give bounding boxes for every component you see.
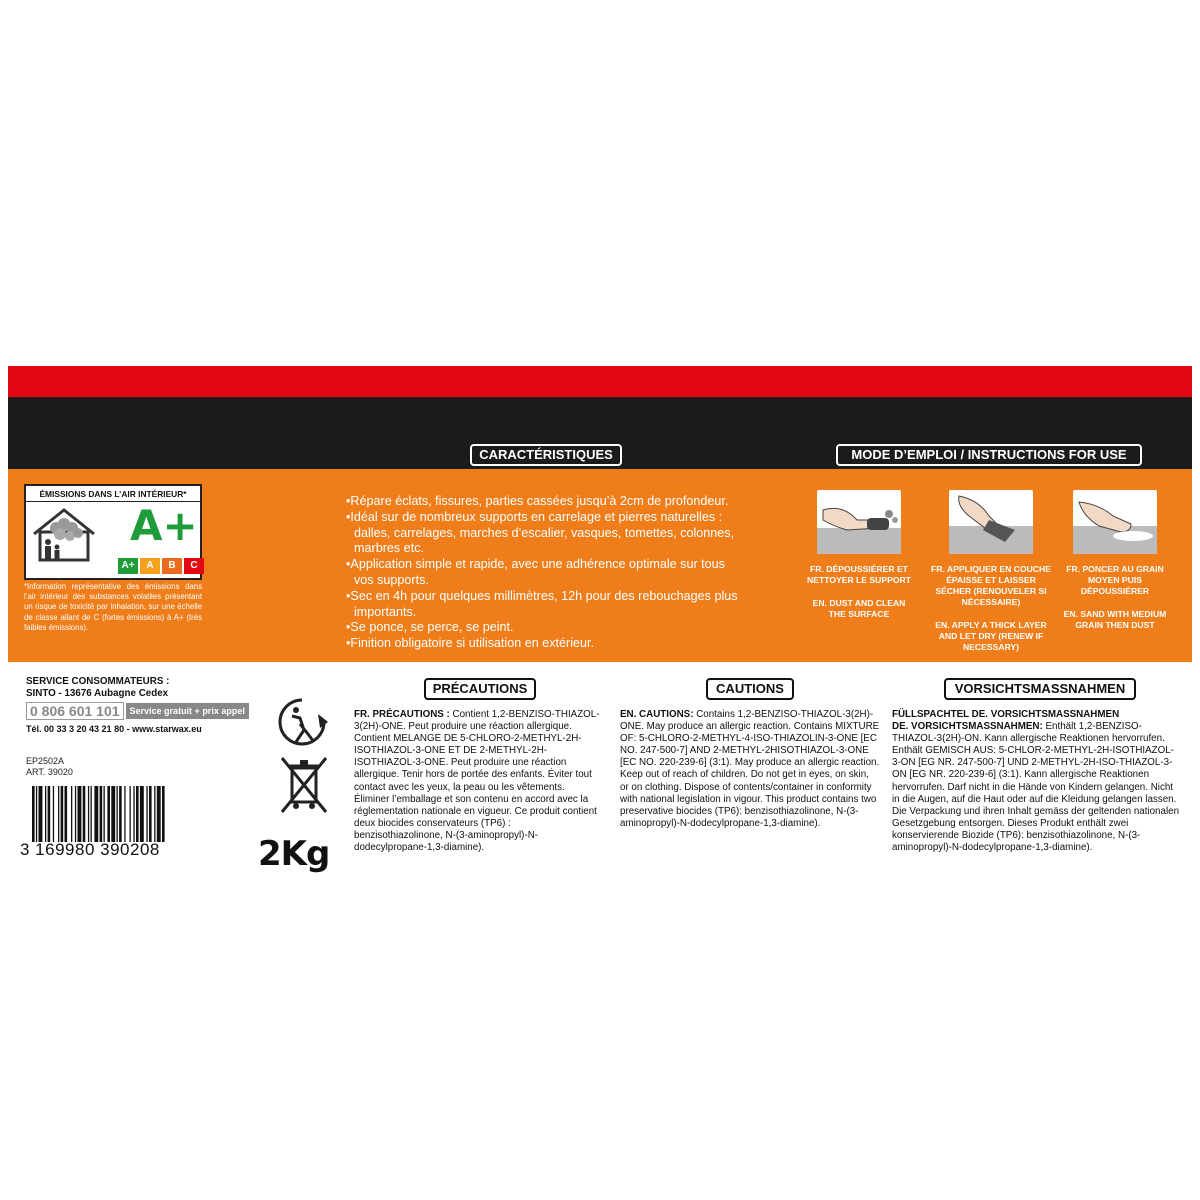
barcode-bar [130, 786, 131, 842]
sanding-hand-icon [1073, 490, 1157, 554]
barcode-bar [91, 786, 92, 842]
barcode-bar [61, 786, 64, 842]
vorsicht-heading: FÜLLSPACHTEL DE. VORSICHTSMASSNAHMEN [892, 709, 1120, 720]
barcode-bar [162, 786, 165, 842]
crossed-bin-icon [280, 756, 328, 814]
barcode-bar [157, 786, 161, 842]
step-3-fr: FR. PONCER AU GRAIN MOYEN PUIS DÉPOUSSIÉRER [1066, 564, 1164, 596]
precautions-text [354, 709, 600, 854]
feature-item: • Se ponce, se perce, se peint. [346, 620, 746, 636]
barcode-bar [117, 786, 118, 842]
barcode-bar [36, 786, 37, 842]
vorsicht-text [892, 709, 1180, 854]
step-2-fr: FR. APPLIQUER EN COUCHE ÉPAISSE ET LAISSER SÉCHER (RENOUVELER SI NÉCESSAIRE) [930, 564, 1051, 607]
barcode-bar [107, 786, 110, 842]
instructions-title: MODE D’EMPLOI / INSTRUCTIONS FOR USE [836, 444, 1142, 466]
barcode-bar [32, 786, 35, 842]
step-3-en: EN. SAND WITH MEDIUM GRAIN THEN DUST [1063, 609, 1167, 630]
feature-item: • Application simple et rapide, avec une adhérence optimale sur tous vos supports. [346, 557, 746, 589]
scale-a-plus: A+ [118, 558, 138, 574]
feature-item: • Idéal sur de nombreux supports en carrelage et pierres naturelles : dalles, carrelages, marches d’escalier, vasques, tomettes, colonnes, marbres etc. [346, 510, 746, 557]
emissions-title: ÉMISSIONS DANS L’AIR INTÉRIEUR* [26, 486, 200, 502]
house-icon [32, 506, 96, 562]
features-title: CARACTÉRISTIQUES [470, 444, 622, 466]
feature-item: • Finition obligatoire si utilisation en extérieur. [346, 636, 746, 652]
cautions-body: Contains 1,2-BENZISO-THIAZOL-3(2H)-ONE. May produce an allergic reaction. Contains MIXTURE OF: 5-CHLORO-2-METHYL-4-ISO-THIAZOLIN-3-ONE [EC NO. 247-500-7] AND 2-METHYL-2HISOTHIAZOL-3-ONE [EC NO. 220-239-6] (3:1). May produce an allergic reaction. Keep out of reach of children. Do not get in eyes, on skin, or on clothing. Dispose of contents/container in conformity with national legislation in vigour. This product contains two preservative biocides (TP6): benzisothiazolinone, N-(3-aminopropyl)-N-dodecylpropane-1,3-diamine). [620, 709, 880, 829]
spatula-hand-icon [949, 490, 1033, 554]
emissions-grade: A+ [130, 501, 198, 550]
step-1-en: EN. DUST AND CLEAN THE SURFACE [812, 598, 906, 619]
barcode-bar [140, 786, 144, 842]
barcode-bar [154, 786, 155, 842]
product-codes [26, 756, 73, 778]
red-band [8, 366, 1192, 397]
barcode-bar [133, 786, 134, 842]
precautions-lead: FR. PRÉCAUTIONS : [354, 709, 450, 720]
barcode-bar [39, 786, 43, 842]
service-tel: Tél. 00 33 3 20 43 21 80 - www.starwax.eu [26, 724, 202, 734]
brush-hand-icon [817, 490, 901, 554]
ean-number: 3 169980 390208 [20, 840, 160, 859]
barcode-bar [88, 786, 89, 842]
barcode-bar [71, 786, 72, 842]
product-ref: EP2502A [26, 756, 65, 766]
feature-item: • Sec en 4h pour quelques millimètres, 12h pour des rebouchages plus importants. [346, 589, 746, 621]
step-2 [928, 490, 1054, 653]
triman-recycling-icon [274, 696, 330, 746]
barcode-bar [48, 786, 51, 842]
barcode-bar [111, 786, 115, 842]
barcode-bar [146, 786, 147, 842]
step-3 [1060, 490, 1170, 631]
consumer-service [26, 676, 169, 700]
barcode-bar [136, 786, 139, 842]
step-2-en: EN. APPLY A THICK LAYER AND LET DRY (RENEW IF NECESSARY) [935, 620, 1047, 652]
product-art: ART. 39020 [26, 767, 73, 777]
barcode-bar [100, 786, 103, 842]
cautions-text [620, 709, 880, 830]
scale-c: C [184, 558, 204, 574]
cautions-title: CAUTIONS [706, 678, 794, 700]
barcode-bar [58, 786, 59, 842]
barcode-bar [78, 786, 82, 842]
emissions-note: *Information représentative des émissions dans l’air intérieur des substances volatiles présentant un risque de toxicité par inhalation, sur une échelle de classe allant de C (fortes émissions) à A+ (très faibles émissions). [24, 582, 202, 632]
barcode-bar [104, 786, 105, 842]
vorsicht-lead: DE. VORSICHTSMASSNAHMEN: [892, 721, 1043, 733]
emissions-scale [118, 558, 204, 574]
scale-b: B [162, 558, 182, 574]
scale-a: A [140, 558, 160, 574]
barcode-bar [83, 786, 86, 842]
barcode [32, 786, 208, 842]
precautions-title: PRÉCAUTIONS [424, 678, 536, 700]
precautions-body: Contient 1,2-BENZISO-THIAZOL-3(2H)-ONE. Peut produire une réaction allergique. Contient MELANGE DE 5-CHLORO-2-METHYL-2H-ISOTHIAZOL-3-ONE ET DE 2-METHYL-2H-ISOTHIAZOL-3-ONE. Peut produire une réaction allergique. Tenir hors de portée des enfants. Éviter tout contact avec les yeux, la peau ou les vêtements. Éliminer l’emballage et son contenu en accord avec la réglementation nationale en vigueur. Ce produit contient deux biocides conservateurs (TP6) : benzisothiazolinone, N-(3-aminopropyl)-N-dodecylpropane-1,3-diamine). [354, 709, 600, 854]
product-weight: 2Kg [258, 834, 330, 874]
step-1-fr: FR. DÉPOUSSIÉRER ET NETTOYER LE SUPPORT [807, 564, 911, 585]
barcode-bar [119, 786, 122, 842]
vorsicht-title: VORSICHTSMASSNAHMEN [944, 678, 1136, 700]
service-phone: 0 806 601 101 [26, 702, 124, 720]
barcode-bar [45, 786, 46, 842]
service-phone-tag: Service gratuit + prix appel [126, 703, 249, 719]
barcode-bar [53, 786, 54, 842]
barcode-bar [149, 786, 152, 842]
barcode-bar [75, 786, 76, 842]
barcode-bar [94, 786, 98, 842]
feature-item: • Répare éclats, fissures, parties cassées jusqu’à 2cm de profondeur. [346, 494, 746, 510]
barcode-bar [124, 786, 125, 842]
vorsicht-body: Enthält 1,2-BENZISO-THIAZOL-3(2H)-ON. Kann allergische Reaktionen hervorrufen. Enthält GEMISCH AUS: 5-CHLOR-2-METHYL-2H-ISOTHIAZOL-3-ON [EG NR. 247-500-7] UND 2-METHYL-2H-ISO-THIAZOL-3-ON [EG NR. 220-239-6] (3:1). Kann allergische Reaktionen hervorrufen. Darf nicht in die Hände von Kindern gelangen. Nicht in die Augen, auf die Haut oder auf die Kleidung gelangen lassen. Die Verpackung und ihren Inhalt gemäss der geltenden nationalen Gesetzgebung entsorgen. Dieses Produkt enthält zwei konservierende Biozide (TP6): benzisothiazolinone, N-(3-aminopropyl)-N-dodecylpropane-1,3-diamine). [892, 721, 1180, 854]
cautions-lead: EN. CAUTIONS: [620, 709, 694, 720]
barcode-bar [65, 786, 68, 842]
step-1 [804, 490, 914, 620]
service-address: SINTO - 13676 Aubagne Cedex [26, 688, 169, 699]
emissions-label [24, 484, 202, 580]
service-title: SERVICE CONSOMMATEURS : [26, 676, 170, 687]
phone-row [26, 702, 249, 720]
features-list [346, 494, 746, 652]
